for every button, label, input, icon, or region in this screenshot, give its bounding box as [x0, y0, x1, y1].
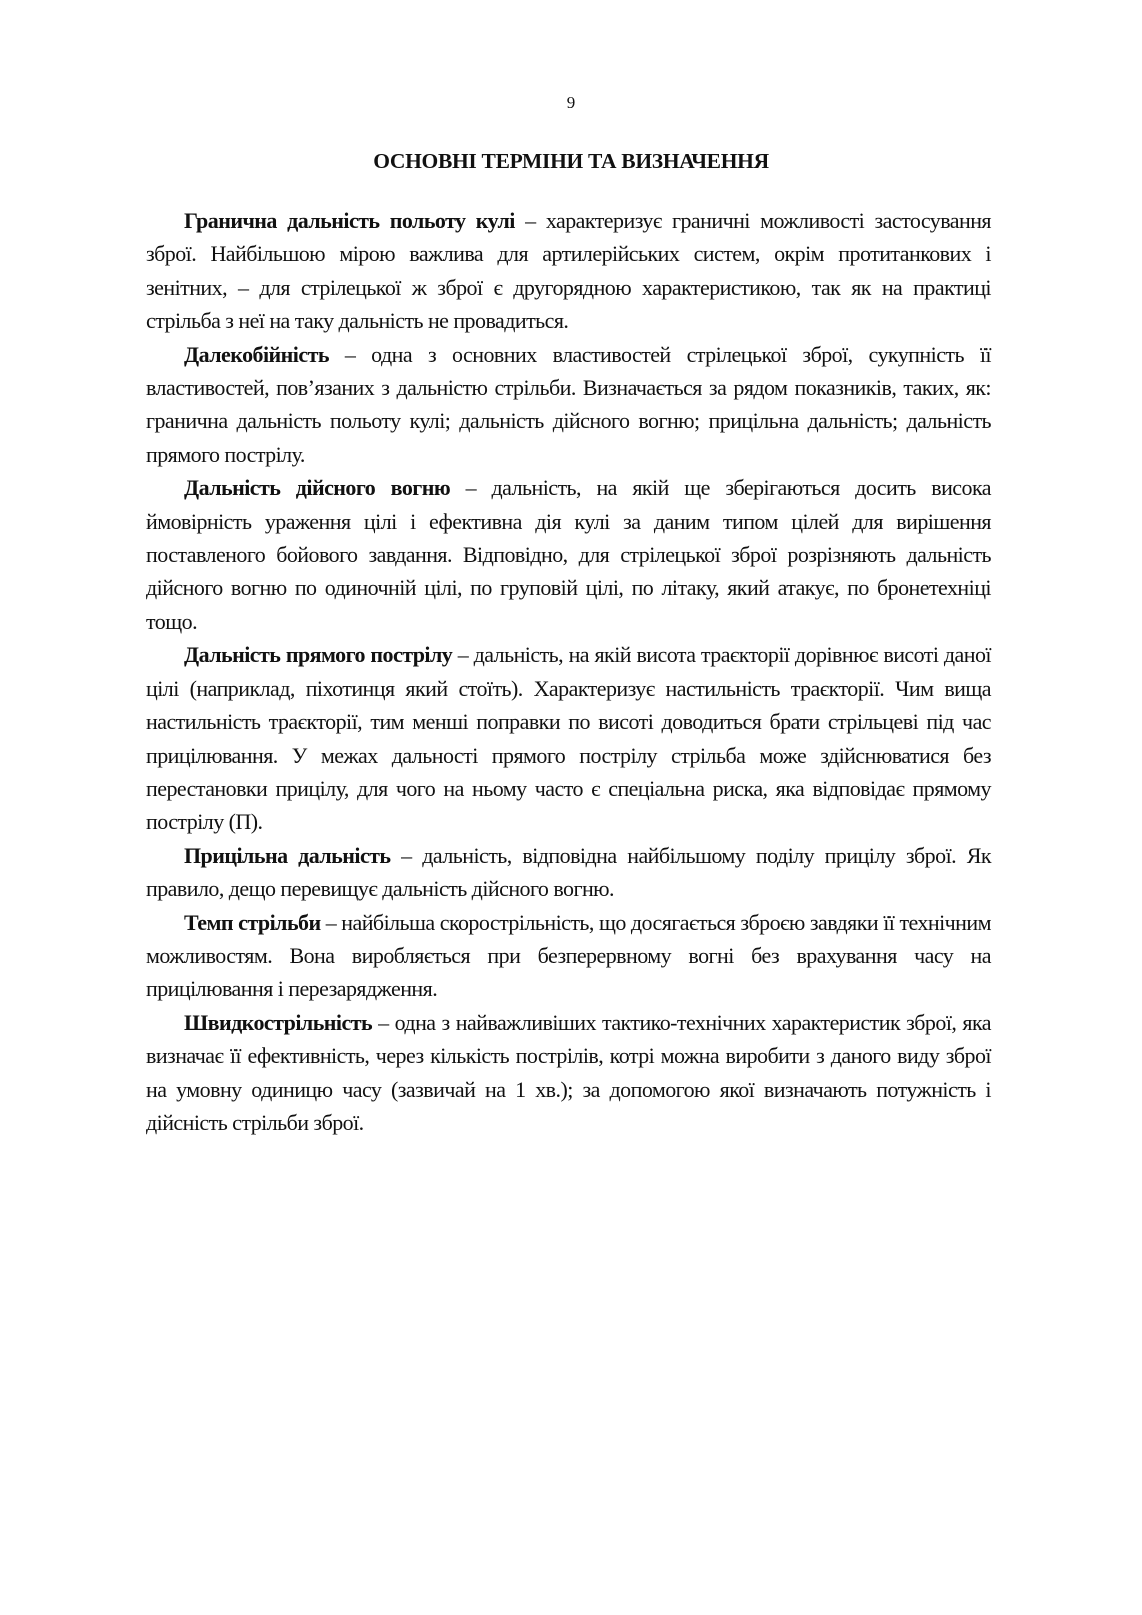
definition-term: Прицільна дальність [184, 842, 391, 868]
definition-paragraph [146, 471, 991, 638]
definition-term: Темп стрільби [184, 909, 321, 935]
definition-term: Гранична дальність польоту кулі [184, 208, 515, 233]
section-title: ОСНОВНІ ТЕРМІНИ ТА ВИЗНАЧЕННЯ [373, 149, 769, 173]
definition-text: – одна з найважливіших тактико-технічних характеристик зброї, яка визначає її ефективність, через кількість пострілів, котрі можна виробити з даного виду зброї на умовну одиницю часу (зазвичай на 1 хв.); за допомогою якої визначають потужність і дійсність стрільби зброї. [146, 1009, 991, 1135]
definition-term: Дальність прямого пострілу [184, 642, 453, 668]
definition-paragraph [146, 638, 991, 838]
definition-term: Швидкострільність [184, 1009, 373, 1035]
definition-term: Дальність дійсного вогню [184, 475, 451, 501]
definition-paragraph [146, 338, 991, 472]
definition-paragraph [146, 204, 991, 338]
definition-text: – одна з основних властивостей стрілецької зброї, сукупність її властивостей, пов’язаних з дальністю стрільби. Визначається за рядом показників, таких, як: гранична дальність польоту кулі; дальність дійсного вогню; прицільна дальність; дальність прямого пострілу. [146, 341, 991, 467]
definition-paragraph [146, 839, 991, 906]
definition-paragraph [146, 1006, 991, 1140]
definition-term: Далекобійність [184, 341, 329, 367]
page-number: 9 [566, 93, 576, 112]
definition-text: – дальність, відповідна найбільшому поділу прицілу зброї. Як правило, дещо перевищує дальність дійсного вогню. [146, 842, 991, 902]
definition-text: – характеризує граничні можливості застосування зброї. Найбільшою мірою важлива для артилерійських систем, окрім протитанкових і зенітних, – для стрілецької ж зброї є другорядною характеристикою, так як на практиці стрільба з неї на таку дальність не провадиться. [146, 208, 992, 334]
definition-paragraph [146, 906, 991, 1006]
definition-text: – дальність, на якій ще зберігаються досить висока ймовірність ураження цілі і ефективна дія кулі за даним типом цілей для вирішення поставленого бойового завдання. Відповідно, для стрілецької зброї розрізняють дальність дійсного вогню по одиночній цілі, по груповій цілі, по літаку, який атакує, по бронетехніці тощо. [146, 475, 991, 634]
definitions-list [146, 204, 991, 1139]
definition-text: – найбільша скорострільність, що досягається зброєю завдяки її технічним можливостям. Вона виробляється при безперервному вогні без врахування часу на прицілювання і перезарядження. [146, 909, 992, 1002]
definition-text: – дальність, на якій висота траєкторії дорівнює висоті даної цілі (наприклад, піхотинця який стоїть). Характеризує настильність траєкторії. Чим вища настильність траєкторії, тим менші поправки по висоті доводиться брати стрільцеві під час прицілювання. У межах дальності прямого пострілу стрільба може здійснюватися без перестановки прицілу, для чого на ньому часто є спеціальна риска, яка відповідає прямому пострілу (П). [146, 642, 991, 835]
